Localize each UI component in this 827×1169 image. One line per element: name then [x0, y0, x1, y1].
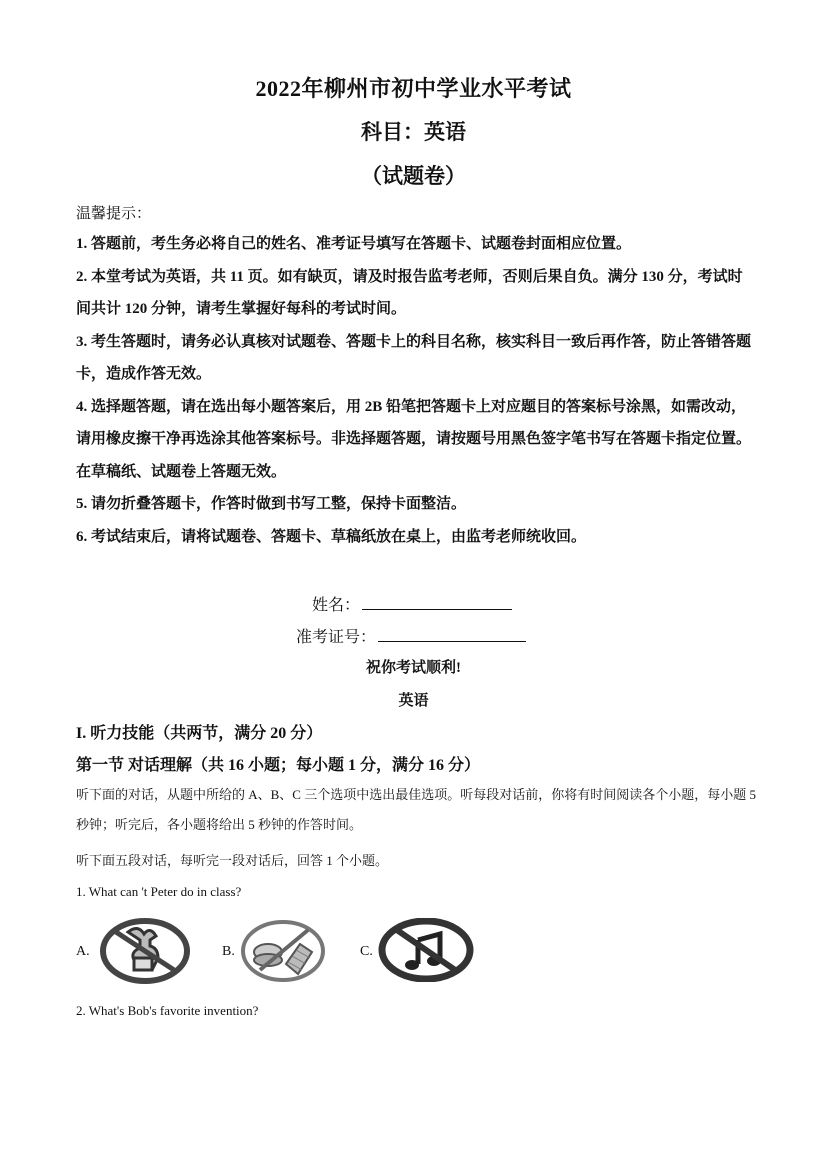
- part-title: I. 听力技能（共两节，满分 20 分）: [76, 725, 323, 742]
- exam-id-field[interactable]: [296, 624, 526, 647]
- exam-subject: 科目：英语: [361, 120, 466, 144]
- no-littering-sign-icon[interactable]: [100, 918, 190, 984]
- name-field[interactable]: [312, 592, 512, 615]
- good-luck-text: 祝你考试顺利!: [366, 660, 461, 676]
- no-music-sign-icon[interactable]: [378, 918, 474, 982]
- instruction-1: 听下面的对话，从题中所给的 A、B、C 三个选项中选出最佳选项。听每段对话前，你将有时间阅读各个小题，每小题 5 秒钟；听完后，各小题将给出 5 秒钟的作答时间。: [76, 787, 756, 832]
- tip-item-4: 4. 选择题答题，请在选出每小题答案后，用 2B 铅笔把答题卡上对应题目的答案标号涂黑，如需改动，请用橡皮擦干净再选涂其他答案标号。非选择题答题，请按题号用黑色签字笔书写在答题卡指定位置。在草稿纸、试题卷上答题无效。: [76, 398, 752, 480]
- section-title: 第一节 对话理解（共 16 小题；每小题 1 分，满分 16 分）: [76, 757, 481, 774]
- tip-item-2: 2. 本堂考试为英语，共 11 页。如有缺页，请及时报告监考老师，否则后果自负。满分 130 分，考试时间共计 120 分钟，请考生掌握好每科的考试时间。: [76, 268, 743, 317]
- question-2: 2. What's Bob's favorite invention?: [76, 1003, 259, 1018]
- tip-item-5: 5. 请勿折叠答题卡，作答时做到书写工整，保持卡面整洁。: [76, 496, 467, 512]
- tip-item-6: 6. 考试结束后，请将试题卷、答题卡、草稿纸放在桌上，由监考老师统收回。: [76, 528, 587, 545]
- tip-item-3: 3. 考生答题时，请务必认真核对试题卷、答题卡上的科目名称，核实科目一致后再作答，防止答错答题卡，造成作答无效。: [76, 333, 752, 382]
- exam-title: 2022年柳州市初中学业水平考试: [255, 76, 572, 101]
- question-1: 1. What can 't Peter do in class?: [76, 884, 242, 899]
- tips-block: [76, 200, 756, 553]
- instruction-2: 听下面五段对话，每听完一段对话后，回答 1 个小题。: [76, 853, 389, 868]
- option-b-label[interactable]: B.: [222, 944, 235, 959]
- paper-type: （试题卷）: [361, 164, 466, 188]
- tip-item-1: 1. 答题前，考生务必将自己的姓名、准考证号填写在答题卡、试题卷封面相应位置。: [76, 236, 632, 252]
- no-eating-sign-icon[interactable]: [240, 918, 326, 984]
- name-label: 姓名：: [312, 597, 361, 614]
- name-blank-line[interactable]: [362, 592, 512, 610]
- exam-id-blank-line[interactable]: [378, 624, 526, 642]
- exam-id-label: 准考证号：: [296, 629, 377, 646]
- english-heading: 英语: [398, 693, 429, 709]
- tips-heading: 温馨提示：: [76, 206, 152, 222]
- option-a-label[interactable]: A.: [76, 944, 90, 959]
- option-c-label[interactable]: C.: [360, 944, 373, 959]
